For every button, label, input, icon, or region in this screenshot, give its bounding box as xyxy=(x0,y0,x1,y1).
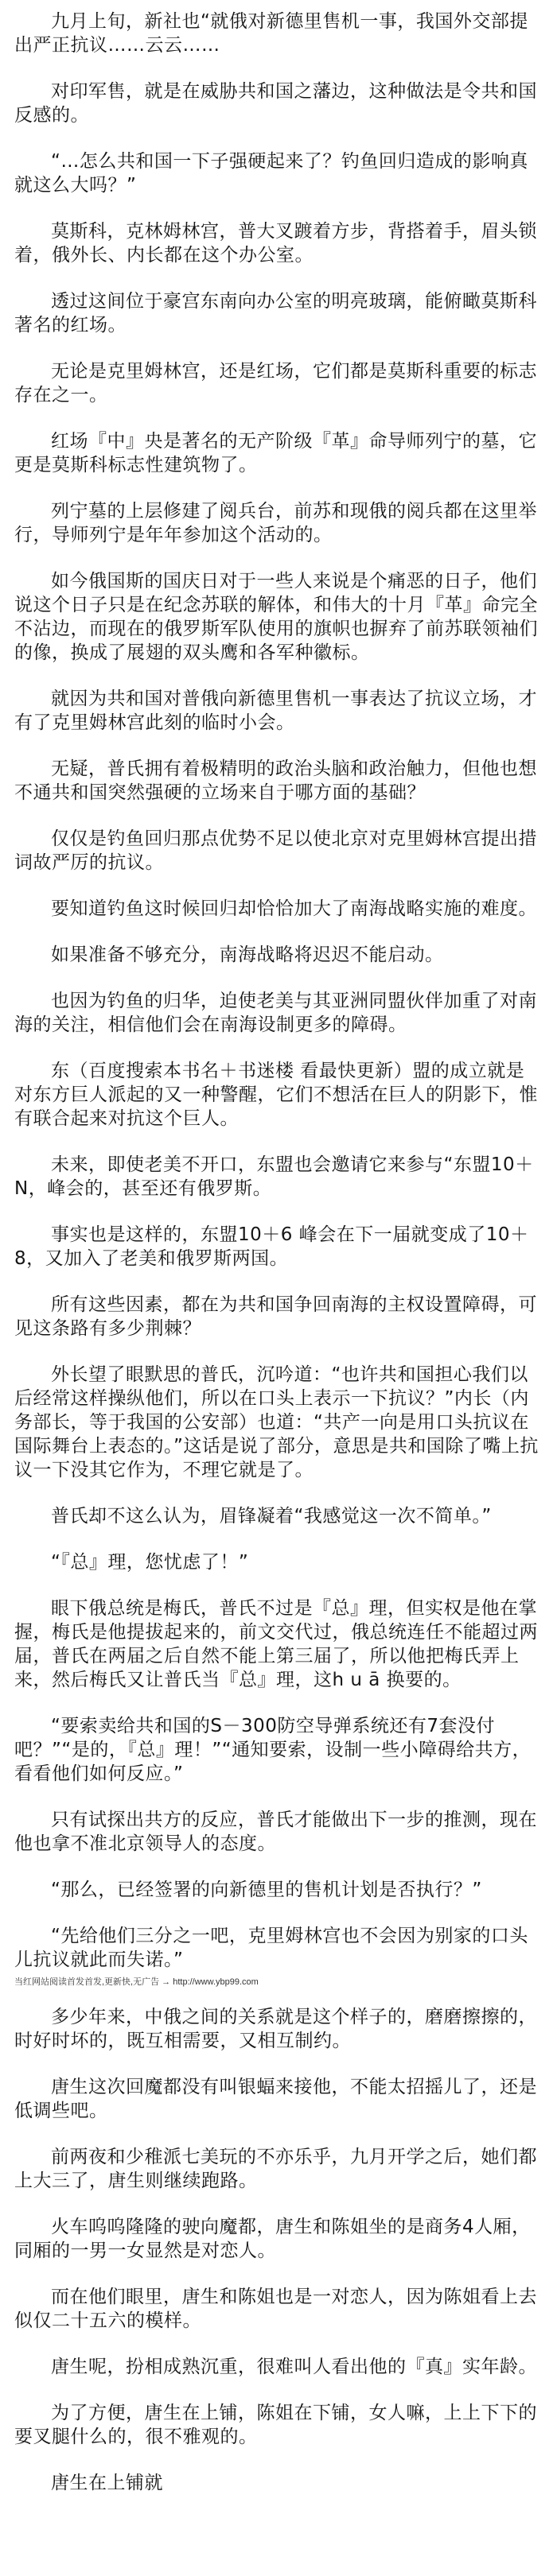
paragraph: 火车呜呜隆隆的驶向魔都，唐生和陈姐坐的是商务4人厢，同厢的一男一女显然是对恋人。 xyxy=(14,2217,531,2261)
paragraph: 东（百度搜索本书名＋书迷楼 看最快更新）盟的成立就是对东方巨人派起的又一种警醒，它们不想活在巨人的阴影下，惟有联合起来对抗这个巨人。 xyxy=(14,1061,538,1129)
paragraph: 眼下俄总统是梅氏，普氏不过是『总』理，但实权是他在掌握，梅氏是他提拔起来的，前文交代过，俄总统连任不能超过两届，普氏在两届之后自然不能上第三届了，所以他把梅氏弄上来，然后梅氏又让普氏当『总』理，这h u ā 换要的。 xyxy=(14,1598,538,1690)
site-ad-line: 当红网站阅读首发首发,更新快,无广告 → http://www.ybp99.com xyxy=(14,1977,259,1987)
paragraph: 如今俄国斯的国庆日对于一些人来说是个痛恶的日子，他们说这个日子只是在纪念苏联的解体，和伟大的十月『革』命完全不沾边，而现在的俄罗斯军队使用的旗帜也摒弃了前苏联领袖们的像，换成了展翅的双头鹰和各军种徽标。 xyxy=(14,571,538,663)
paragraph: 红场『中』央是著名的无产阶级『革』命导师列宁的墓，它更是莫斯科标志性建筑物了。 xyxy=(14,431,537,475)
paragraph: 未来，即使老美不开口，东盟也会邀请它来参与“东盟10＋N，峰会的，甚至还有俄罗斯。 xyxy=(14,1154,534,1199)
paragraph: 也因为钓鱼的归华，迫使老美与其亚洲同盟伙伴加重了对南海的关注，相信他们会在南海设制更多的障碍。 xyxy=(14,991,537,1035)
paragraph: 列宁墓的上层修建了阅兵台，前苏和现俄的阅兵都在这里举行，导师列宁是年年参加这个活动的。 xyxy=(14,501,537,545)
paragraph: 莫斯科，克林姆林宫，普大叉踱着方步，背搭着手，眉头锁着，俄外长、内长都在这个办公室。 xyxy=(14,221,537,266)
paragraph: “要索卖给共和国的S－300防空导弹系统还有7套没付吧？”“是的，『总』理！”“通知要索，设制一些小障碍给共方，看看他们如何反应。” xyxy=(14,1716,532,1784)
paragraph: 透过这间位于豪宫东南向办公室的明亮玻璃，能俯瞰莫斯科著名的红场。 xyxy=(14,291,537,336)
paragraph: 外长望了眼默思的普氏，沉吟道：“也许共和国担心我们以后经常这样操纵他们，所以在口头上表示一下抗议？”内长（内务部长，等于我国的公安部）也道：“共产一向是用口头抗议在国际舞台上表态的。”这话是说了部分，意思是共和国除了嘴上抗议一下没其它作为，不理它就是了。 xyxy=(14,1364,539,1480)
paragraph: 要知道钓鱼这时候回归却恰恰加大了南海战略实施的难度。 xyxy=(51,898,537,919)
paragraph: 事实也是这样的，东盟10＋6 峰会在下一届就变成了10＋8，又加入了老美和俄罗斯两国。 xyxy=(14,1224,529,1269)
paragraph: 对印军售，就是在威胁共和国之藩边，这种做法是令共和国反感的。 xyxy=(14,81,537,126)
paragraph: 多少年来，中俄之间的关系就是这个样子的，磨磨擦擦的，时好时坏的，既互相需要，又相互制约。 xyxy=(14,2007,537,2051)
paragraph: 唐生这次回魔都没有叫银蝠来接他，不能太招摇儿了，还是低调些吧。 xyxy=(14,2077,537,2121)
paragraph: 唐生呢，扮相成熟沉重，很难叫人看出他的『真』实年龄。 xyxy=(51,2357,537,2377)
paragraph: 前两夜和少稚派七美玩的不亦乐乎，九月开学之后，她们都上大三了，唐生则继续跑路。 xyxy=(14,2147,537,2191)
paragraph: 唐生在上铺就 xyxy=(51,2473,163,2493)
paragraph: 就因为共和国对普俄向新德里售机一事表达了抗议立场，才有了克里姆林宫此刻的临时小会。 xyxy=(14,689,537,733)
paragraph: 九月上旬，新社也“就俄对新德里售机一事，我国外交部提出严正抗议……云云…… xyxy=(14,11,528,56)
paragraph: “那么，已经签署的向新德里的售机计划是否执行？” xyxy=(51,1880,482,1900)
paragraph: 普氏却不这么认为，眉锋凝着“我感觉这一次不简单。” xyxy=(51,1506,492,1527)
paragraph: 只有试探出共方的反应，普氏才能做出下一步的推测，现在他也拿不准北京领导人的态度。 xyxy=(14,1810,537,1854)
paragraph: “『总』理，您忧虑了！” xyxy=(51,1552,249,1573)
paragraph: 如果准备不够充分，南海战略将迟迟不能启动。 xyxy=(51,945,444,965)
paragraph: 无论是克里姆林宫，还是红场，它们都是莫斯科重要的标志存在之一。 xyxy=(14,361,537,405)
paragraph: “先给他们三分之一吧，克里姆林宫也不会因为别家的口头儿抗议就此而失诺。” xyxy=(14,1926,528,1970)
paragraph: 无疑，普氏拥有着极精明的政治头脑和政治触力，但他也想不通共和国突然强硬的立场来自于哪方面的基础？ xyxy=(14,758,537,803)
paragraph: 仅仅是钓鱼回归那点优势不足以使北京对克里姆林宫提出措词故严厉的抗议。 xyxy=(14,828,537,873)
paragraph: 所有这些因素，都在为共和国争回南海的主权设置障碍，可见这条路有多少荆棘？ xyxy=(14,1294,537,1339)
paragraph: “…怎么共和国一下子强硬起来了？钓鱼回归造成的影响真就这么大吗？” xyxy=(14,151,528,196)
paragraph: 而在他们眼里，唐生和陈姐也是一对恋人，因为陈姐看上去似仅二十五六的模样。 xyxy=(14,2287,537,2331)
paragraph: 为了方便，唐生在上铺，陈姐在下铺，女人嘛，上上下下的要叉腿什么的，很不雅观的。 xyxy=(14,2403,537,2447)
